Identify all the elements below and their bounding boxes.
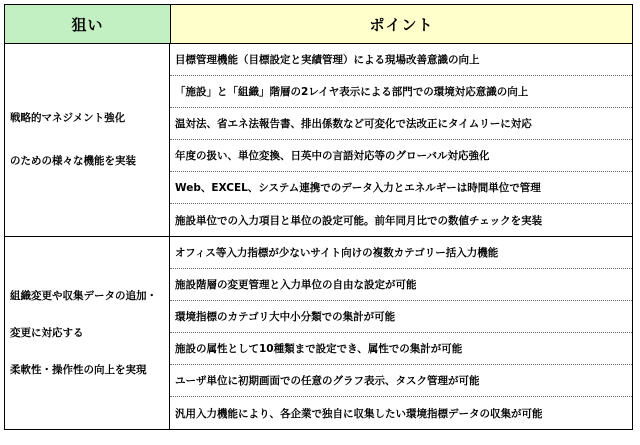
header-point: ポイント: [171, 5, 632, 43]
point-item: 「施設」と「組織」階層の2レイヤ表示による部門での環境対応意識の向上: [170, 76, 632, 108]
aim-line: 変更に対応する: [10, 326, 84, 339]
aim-line: 組織変更や収集データの追加・: [10, 289, 157, 302]
aim-line: 柔軟性・操作性の向上を実現: [10, 363, 147, 376]
point-item: 温対法、省エネ法報告書、排出係数など可変化で法改正にタイムリーに対応: [170, 108, 632, 140]
point-item: 施設階層の変更管理と入力単位の自由な設定が可能: [170, 269, 632, 301]
group-points: [170, 44, 632, 236]
point-item: 年度の扱い、単位変換、日英中の言語対応等のグローバル対応強化: [170, 140, 632, 172]
header-aim: 狙い: [5, 5, 171, 43]
point-item: 目標管理機能（目標設定と実績管理）による現場改善意識の向上: [170, 44, 632, 76]
point-item: ユーザ単位に初期画面での任意のグラフ表示、タスク管理が可能: [170, 365, 632, 397]
group-strategic-management: [5, 44, 632, 237]
group-aim: [5, 44, 170, 236]
group-points: [170, 237, 632, 429]
point-item: オフィス等入力指標が少ないサイト向けの複数カテゴリー括入力機能: [170, 237, 632, 269]
aim-line: 戦略的マネジメント強化: [10, 112, 126, 124]
group-aim: [5, 237, 170, 429]
table-header: [5, 5, 632, 44]
features-table: [4, 4, 633, 430]
point-item: 環境指標のカテゴリ大中小分類での集計が可能: [170, 301, 632, 333]
point-item: 施設の属性として10種類まで設定でき、属性での集計が可能: [170, 333, 632, 365]
point-item: 施設単位での入力項目と単位の設定可能。前年同月比での数値チェックを実装: [175, 214, 543, 227]
aim-line: のための様々な機能を実装: [10, 155, 136, 167]
point-item: 汎用入力機能により、各企業で独自に収集したい環境指標データの収集が可能: [175, 407, 543, 420]
group-flexibility: [5, 237, 632, 429]
point-item: Web、EXCEL、システム連携でのデータ入力とエネルギーは時間単位で管理: [170, 172, 632, 204]
